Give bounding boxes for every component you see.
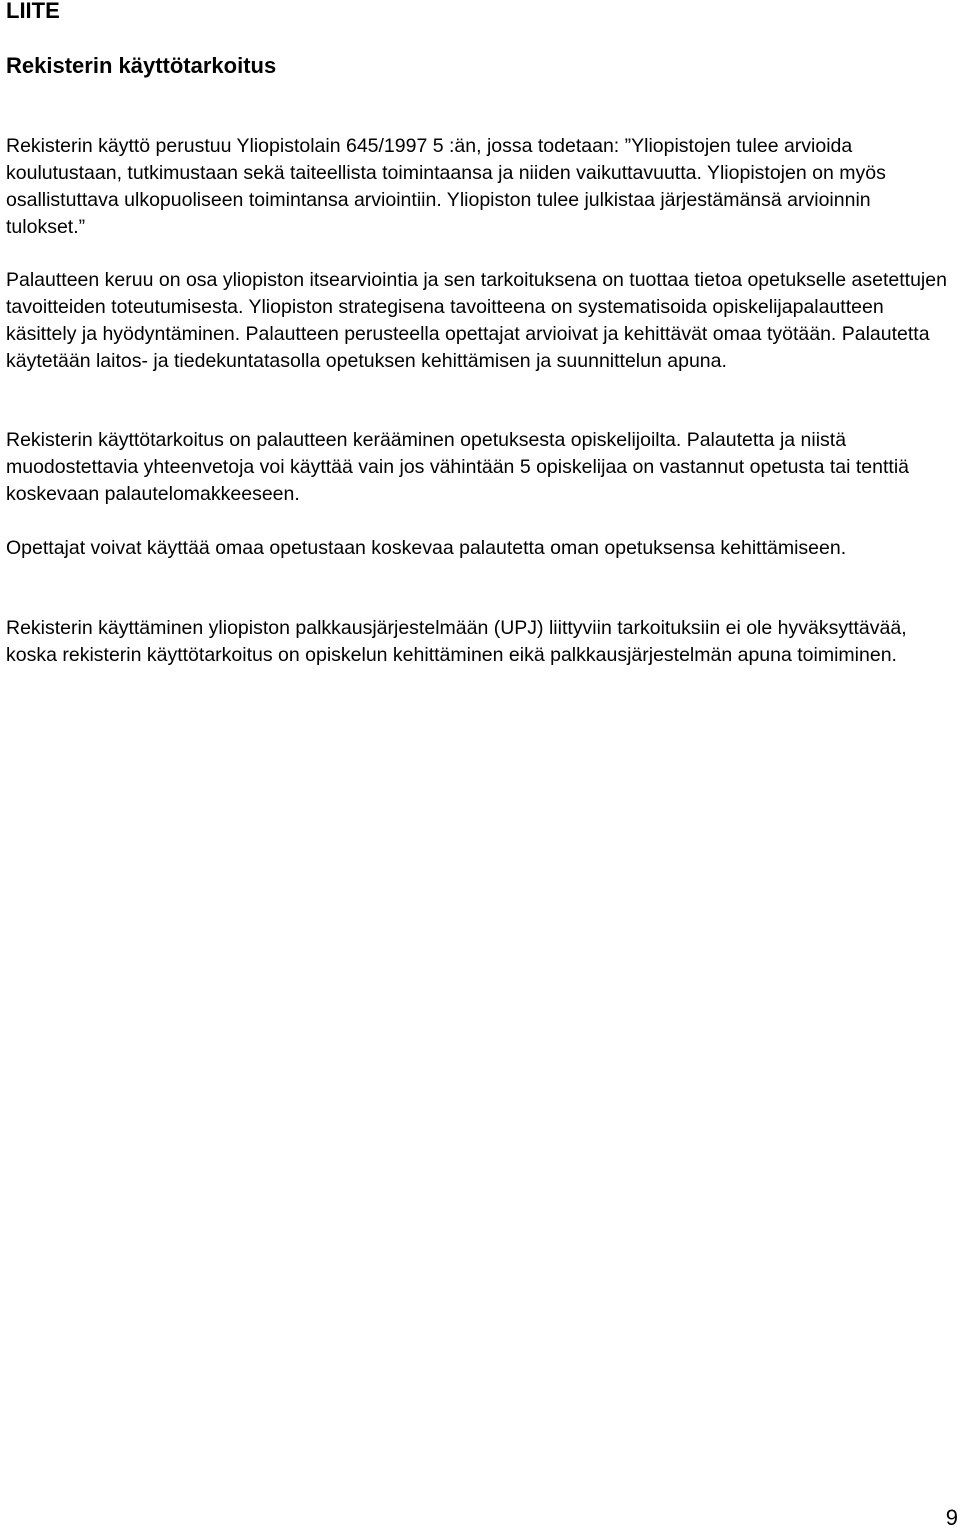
page-number: 9	[945, 1505, 958, 1530]
appendix-label: LIITE	[6, 0, 60, 23]
paragraph-register-purpose: Rekisterin käyttötarkoitus on palautteen kerääminen opetuksesta opiskelijoilta. Palautetta ja niistä muodostettavia yhteenvetoja voi käyttää vain jos vähintään 5 opiskelijaa on vastannut opetusta tai tenttiä koskevaan palautelomakkeeseen.	[6, 429, 909, 505]
paragraph-feedback-collection: Palautteen keruu on osa yliopiston itsearviointia ja sen tarkoituksena on tuottaa tietoa opetukselle asetettujen tavoitteiden toteutumisesta. Yliopiston strategisena tavoitteena on systematisoida opiskelijapalautteen käsittely ja hyödyntäminen. Palautteen perusteella opettajat arvioivat ja kehittävät omaa työtään. Palautetta käytetään laitos- ja tiedekuntatasolla opetuksen kehittämisen ja suunnittelun apuna.	[6, 269, 947, 372]
paragraph-legal-basis: Rekisterin käyttö perustuu Yliopistolain 645/1997 5 :än, jossa todetaan: ”Yliopistojen tulee arvioida koulutustaan, tutkimustaan sekä taiteellista toimintaansa ja niiden vaikuttavuutta. Yliopistojen on myös osallistuttava ulkopuoliseen toimintansa arviointiin. Yliopiston tulee julkistaa järjestämänsä arvioinnin tulokset.”	[6, 135, 886, 238]
paragraph-teacher-use: Opettajat voivat käyttää omaa opetustaan koskevaa palautetta oman opetuksensa kehittämiseen.	[6, 537, 847, 559]
paragraph-payroll-restriction: Rekisterin käyttäminen yliopiston palkkausjärjestelmään (UPJ) liittyviin tarkoituksiin ei ole hyväksyttävää, koska rekisterin käyttötarkoitus on opiskelun kehittäminen eikä palkkausjärjestelmän apuna toimiminen.	[6, 617, 907, 666]
section-title: Rekisterin käyttötarkoitus	[6, 53, 277, 78]
